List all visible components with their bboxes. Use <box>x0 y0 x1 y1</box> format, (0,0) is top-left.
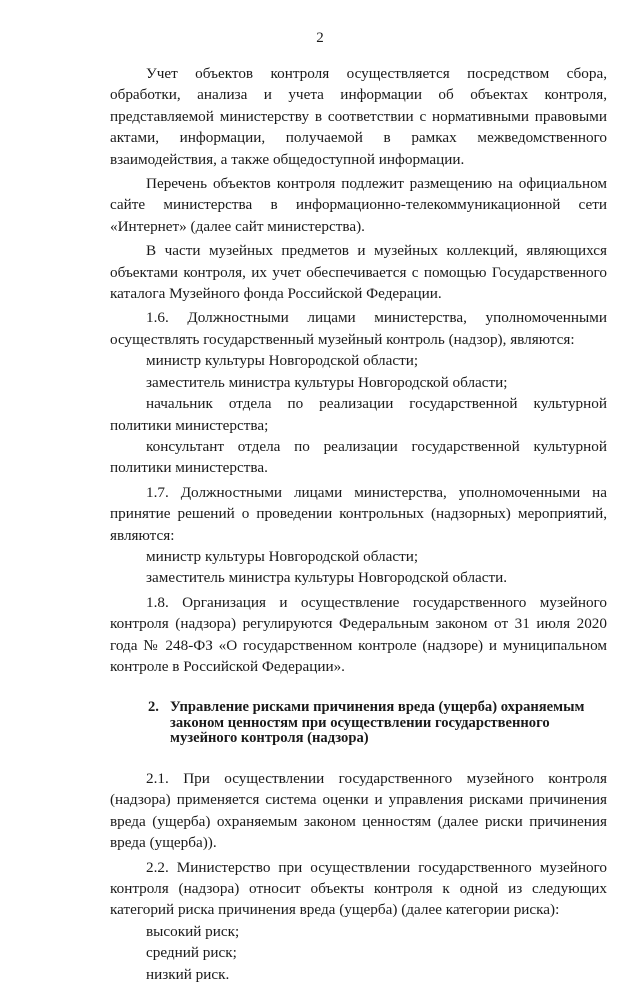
list-item-consultant: консультант отдела по реализации государственной культурной политики министерства. <box>110 437 607 477</box>
list-item-department-head: начальник отдела по реализации государственной культурной политики министерства; <box>110 395 607 434</box>
paragraph-list-placement: Перечень объектов контроля подлежит размещению на официальном сайте министерства в информационно-телекоммуникационной сети «Интернет» (далее сайт министерства). <box>110 175 607 235</box>
list-item-deputy-minister-2: заместитель министра культуры Новгородской области. <box>146 569 508 587</box>
list-item-minister: министр культуры Новгородской области; <box>146 352 419 370</box>
clause-1-7: 1.7. Должностными лицами министерства, уполномоченными на принятие решений о проведении контрольных (надзорных) мероприятий, являются: <box>110 483 607 544</box>
page-number: 2 <box>316 30 324 46</box>
risk-category-medium: средний риск; <box>146 944 237 962</box>
clause-2-2: 2.2. Министерство при осуществлении государственного музейного контроля (надзора) относит объекты контроля к одной из следующих категорий риска причинения вреда (ущерба) (далее категории риска): <box>110 858 607 919</box>
risk-category-low: низкий риск. <box>146 965 230 983</box>
document-body <box>110 63 607 985</box>
list-item-minister-2: министр культуры Новгородской области; <box>146 547 419 565</box>
clause-1-8: 1.8. Организация и осуществление государственного музейного контроля (надзора) регулируются Федеральным законом от 31 июля 2020 года № 248-ФЗ «О государственном контроле (надзоре) и муниципальном контроле в Российской Федерации». <box>110 593 607 675</box>
clause-1-6: 1.6. Должностными лицами министерства, уполномоченными осуществлять государственный музейный контроль (надзор), являются: <box>110 309 607 348</box>
section-2-title-rest: законом ценностям при осуществлении государственного музейного контроля (надзора) <box>170 714 550 747</box>
paragraph-accounting: Учет объектов контроля осуществляется посредством сбора, обработки, анализа и учета информации об объектах контроля, представляемой министерству в соответствии с нормативными правовыми актами, информации, получаемой в рамках межведомственного взаимодействия, а также общедоступной информации. <box>110 65 607 168</box>
section-2-title-line1: Управление рисками причинения вреда (ущерба) охраняемым <box>170 699 585 716</box>
risk-category-high: высокий риск; <box>146 922 240 940</box>
list-item-deputy-minister: заместитель министра культуры Новгородской области; <box>146 373 508 391</box>
clause-2-1: 2.1. При осуществлении государственного музейного контроля (надзора) применяется система оценки и управления рисками причинения вреда (ущерба) охраняемым законом ценностям (далее риски причинения вреда (ущерба)). <box>110 769 607 852</box>
section-2-number: 2. <box>148 699 159 716</box>
section-2-heading <box>110 700 607 747</box>
paragraph-museum-catalog: В части музейных предметов и музейных коллекций, являющихся объектами контроля, их учет обеспечивается с помощью Государственного каталога Музейного фонда Российской Федерации. <box>110 242 607 303</box>
